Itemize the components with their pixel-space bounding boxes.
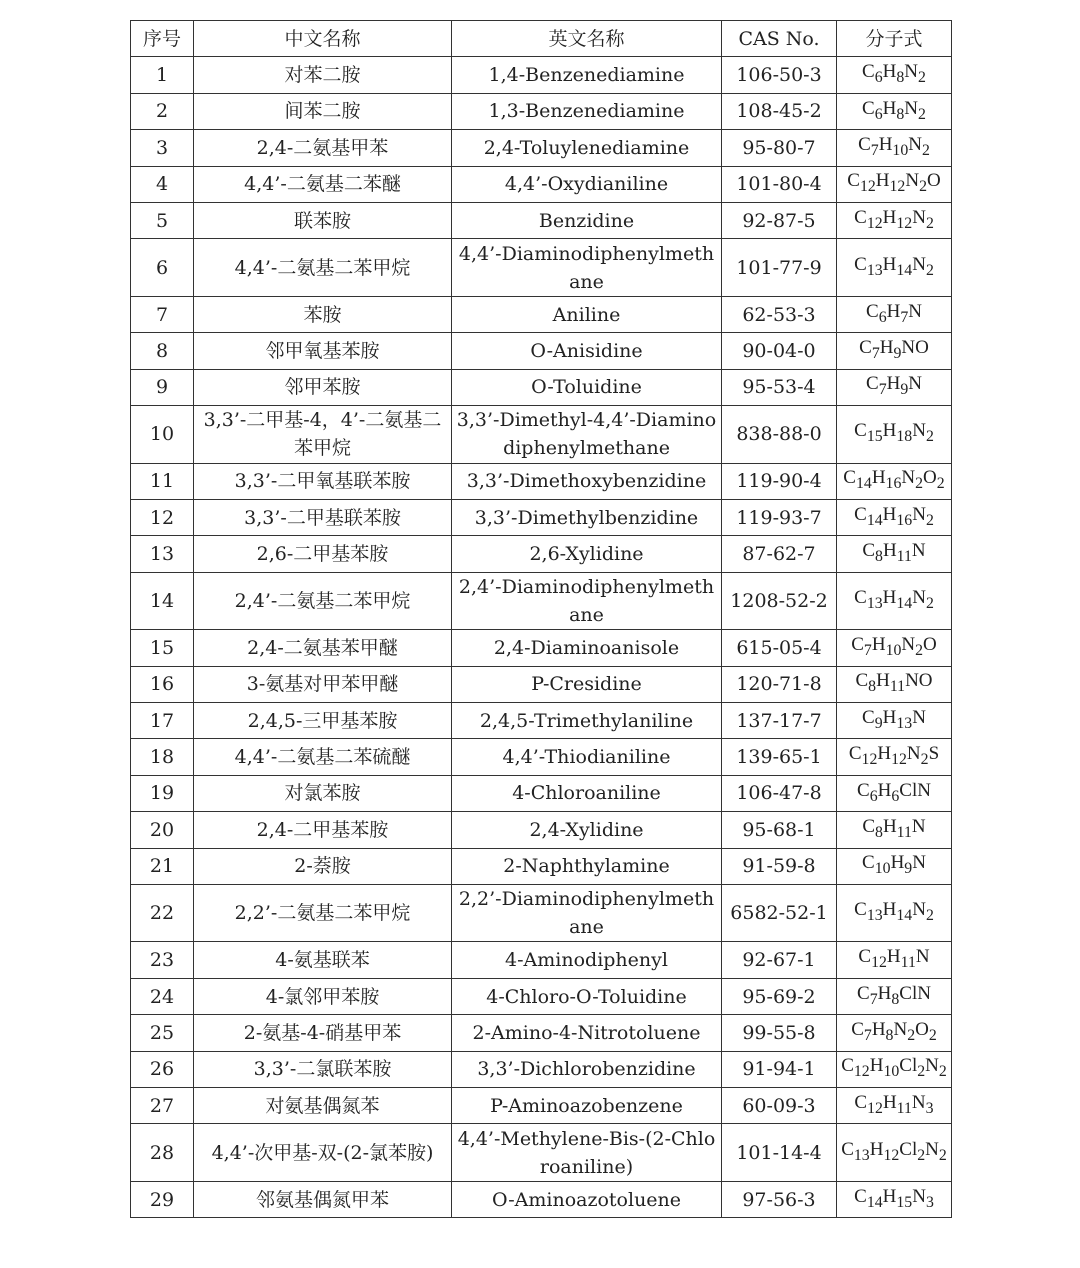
english-name-cell: 2-Amino-4-Nitrotoluene (452, 1015, 722, 1051)
cas-cell: 60-09-3 (722, 1087, 837, 1123)
formula-cell: $C_{15}H_{18}N_2$ (837, 406, 952, 464)
chinese-name-cell: 2,4-二氨基苯甲醚 (194, 630, 452, 666)
index-cell: 24 (131, 978, 194, 1014)
table-row (131, 630, 952, 666)
index-cell: 22 (131, 884, 194, 942)
cas-cell: 1208-52-2 (722, 572, 837, 630)
table-row (131, 978, 952, 1014)
formula-cell: $C_6H_7N$ (837, 296, 952, 332)
cas-cell: 101-80-4 (722, 166, 837, 202)
formula-cell: $C_7H_8N_2O_2$ (837, 1015, 952, 1051)
formula-cell: $C_7H_{10}N_2$ (837, 130, 952, 166)
cas-cell: 91-59-8 (722, 848, 837, 884)
table-row (131, 775, 952, 811)
english-name-cell: P-Cresidine (452, 666, 722, 702)
chinese-name-cell: 2,4-二氨基甲苯 (194, 130, 452, 166)
header-english-name: 英文名称 (452, 21, 722, 57)
formula-cell: $C_{14}H_{16}N_2O_2$ (837, 463, 952, 499)
table-row (131, 572, 952, 630)
chinese-name-cell: 4,4’-二氨基二苯硫醚 (194, 739, 452, 775)
table-row (131, 93, 952, 129)
table-row (131, 333, 952, 369)
formula-cell: $C_{13}H_{12}Cl_2N_2$ (837, 1124, 952, 1182)
index-cell: 1 (131, 57, 194, 93)
cas-cell: 120-71-8 (722, 666, 837, 702)
formula-cell: $C_{13}H_{14}N_2$ (837, 884, 952, 942)
english-name-cell: 4,4’-Thiodianiline (452, 739, 722, 775)
table-row (131, 666, 952, 702)
english-name-cell: 4-Chloro-O-Toluidine (452, 978, 722, 1014)
chinese-name-cell: 联苯胺 (194, 202, 452, 238)
formula-cell: $C_7H_9N$ (837, 369, 952, 405)
index-cell: 23 (131, 942, 194, 978)
header-cas-no: CAS No. (722, 21, 837, 57)
cas-cell: 95-69-2 (722, 978, 837, 1014)
english-name-cell: O-Aminoazotoluene (452, 1181, 722, 1217)
index-cell: 13 (131, 536, 194, 572)
index-cell: 18 (131, 739, 194, 775)
english-name-cell: 4,4’-Methylene-Bis-(2-Chloroaniline) (452, 1124, 722, 1182)
chinese-name-cell: 3,3’-二甲基-4，4’-二氨基二苯甲烷 (194, 406, 452, 464)
chinese-name-cell: 3-氨基对甲苯甲醚 (194, 666, 452, 702)
table-row (131, 239, 952, 297)
cas-cell: 95-68-1 (722, 812, 837, 848)
formula-cell: $C_6H_6ClN$ (837, 775, 952, 811)
cas-cell: 92-67-1 (722, 942, 837, 978)
formula-cell: $C_{12}H_{12}N_2O$ (837, 166, 952, 202)
formula-cell: $C_8H_{11}NO$ (837, 666, 952, 702)
cas-cell: 97-56-3 (722, 1181, 837, 1217)
chinese-name-cell: 2,4-二甲基苯胺 (194, 812, 452, 848)
english-name-cell: 1,4-Benzenediamine (452, 57, 722, 93)
formula-cell: $C_7H_8ClN$ (837, 978, 952, 1014)
table-row (131, 296, 952, 332)
formula-cell: $C_{14}H_{16}N_2$ (837, 499, 952, 535)
header-formula: 分子式 (837, 21, 952, 57)
cas-cell: 101-77-9 (722, 239, 837, 297)
chinese-name-cell: 邻甲氧基苯胺 (194, 333, 452, 369)
index-cell: 17 (131, 702, 194, 738)
english-name-cell: 2-Naphthylamine (452, 848, 722, 884)
table-row (131, 1051, 952, 1087)
index-cell: 8 (131, 333, 194, 369)
cas-cell: 99-55-8 (722, 1015, 837, 1051)
formula-cell: $C_7H_{10}N_2O$ (837, 630, 952, 666)
table-row (131, 1015, 952, 1051)
table-row (131, 1087, 952, 1123)
chinese-name-cell: 4,4’-次甲基-双-(2-氯苯胺) (194, 1124, 452, 1182)
english-name-cell: 4,4’-Oxydianiline (452, 166, 722, 202)
english-name-cell: P-Aminoazobenzene (452, 1087, 722, 1123)
chemical-table (130, 20, 952, 1218)
formula-cell: $C_{12}H_{11}N_3$ (837, 1087, 952, 1123)
index-cell: 9 (131, 369, 194, 405)
cas-cell: 90-04-0 (722, 333, 837, 369)
chinese-name-cell: 苯胺 (194, 296, 452, 332)
chinese-name-cell: 2,2’-二氨基二苯甲烷 (194, 884, 452, 942)
table-row (131, 702, 952, 738)
cas-cell: 106-47-8 (722, 775, 837, 811)
table-row (131, 536, 952, 572)
english-name-cell: 2,4’-Diaminodiphenylmethane (452, 572, 722, 630)
cas-cell: 137-17-7 (722, 702, 837, 738)
index-cell: 11 (131, 463, 194, 499)
english-name-cell: 2,4-Toluylenediamine (452, 130, 722, 166)
index-cell: 25 (131, 1015, 194, 1051)
cas-cell: 139-65-1 (722, 739, 837, 775)
english-name-cell: 4-Chloroaniline (452, 775, 722, 811)
formula-cell: $C_7H_9NO$ (837, 333, 952, 369)
table-row (131, 739, 952, 775)
english-name-cell: O-Anisidine (452, 333, 722, 369)
table-row (131, 884, 952, 942)
table-row (131, 130, 952, 166)
table-row (131, 463, 952, 499)
formula-cell: $C_6H_8N_2$ (837, 57, 952, 93)
table-row (131, 848, 952, 884)
english-name-cell: 3,3’-Dichlorobenzidine (452, 1051, 722, 1087)
chinese-name-cell: 间苯二胺 (194, 93, 452, 129)
cas-cell: 108-45-2 (722, 93, 837, 129)
index-cell: 29 (131, 1181, 194, 1217)
formula-cell: $C_{12}H_{12}N_2$ (837, 202, 952, 238)
index-cell: 12 (131, 499, 194, 535)
cas-cell: 615-05-4 (722, 630, 837, 666)
formula-cell: $C_{12}H_{12}N_2S$ (837, 739, 952, 775)
english-name-cell: 1,3-Benzenediamine (452, 93, 722, 129)
english-name-cell: 3,3’-Dimethyl-4,4’-Diaminodiphenylmethane (452, 406, 722, 464)
formula-cell: $C_{13}H_{14}N_2$ (837, 572, 952, 630)
formula-cell: $C_{10}H_9N$ (837, 848, 952, 884)
index-cell: 28 (131, 1124, 194, 1182)
table-row (131, 499, 952, 535)
index-cell: 26 (131, 1051, 194, 1087)
chinese-name-cell: 4-氨基联苯 (194, 942, 452, 978)
english-name-cell: Benzidine (452, 202, 722, 238)
chinese-name-cell: 对氯苯胺 (194, 775, 452, 811)
chinese-name-cell: 2,6-二甲基苯胺 (194, 536, 452, 572)
english-name-cell: 4,4’-Diaminodiphenylmethane (452, 239, 722, 297)
table-row (131, 202, 952, 238)
cas-cell: 119-90-4 (722, 463, 837, 499)
chinese-name-cell: 2,4,5-三甲基苯胺 (194, 702, 452, 738)
index-cell: 3 (131, 130, 194, 166)
cas-cell: 91-94-1 (722, 1051, 837, 1087)
index-cell: 10 (131, 406, 194, 464)
chinese-name-cell: 4,4’-二氨基二苯甲烷 (194, 239, 452, 297)
chinese-name-cell: 3,3’-二氯联苯胺 (194, 1051, 452, 1087)
cas-cell: 95-53-4 (722, 369, 837, 405)
table-row (131, 406, 952, 464)
index-cell: 4 (131, 166, 194, 202)
table-row (131, 812, 952, 848)
cas-cell: 87-62-7 (722, 536, 837, 572)
english-name-cell: 4-Aminodiphenyl (452, 942, 722, 978)
english-name-cell: 2,4-Diaminoanisole (452, 630, 722, 666)
index-cell: 16 (131, 666, 194, 702)
cas-cell: 62-53-3 (722, 296, 837, 332)
english-name-cell: 2,6-Xylidine (452, 536, 722, 572)
formula-cell: $C_{13}H_{14}N_2$ (837, 239, 952, 297)
formula-cell: $C_6H_8N_2$ (837, 93, 952, 129)
chinese-name-cell: 3,3’-二甲氧基联苯胺 (194, 463, 452, 499)
chinese-name-cell: 3,3’-二甲基联苯胺 (194, 499, 452, 535)
index-cell: 6 (131, 239, 194, 297)
chinese-name-cell: 4-氯邻甲苯胺 (194, 978, 452, 1014)
index-cell: 20 (131, 812, 194, 848)
formula-cell: $C_{12}H_{11}N$ (837, 942, 952, 978)
table-row (131, 369, 952, 405)
english-name-cell: 3,3’-Dimethylbenzidine (452, 499, 722, 535)
cas-cell: 101-14-4 (722, 1124, 837, 1182)
index-cell: 19 (131, 775, 194, 811)
chinese-name-cell: 4,4’-二氨基二苯醚 (194, 166, 452, 202)
cas-cell: 6582-52-1 (722, 884, 837, 942)
table-row (131, 1124, 952, 1182)
formula-cell: $C_8H_{11}N$ (837, 536, 952, 572)
cas-cell: 838-88-0 (722, 406, 837, 464)
index-cell: 21 (131, 848, 194, 884)
index-cell: 7 (131, 296, 194, 332)
cas-cell: 119-93-7 (722, 499, 837, 535)
cas-cell: 106-50-3 (722, 57, 837, 93)
cas-cell: 92-87-5 (722, 202, 837, 238)
english-name-cell: O-Toluidine (452, 369, 722, 405)
formula-cell: $C_9H_{13}N$ (837, 702, 952, 738)
index-cell: 5 (131, 202, 194, 238)
table-row (131, 57, 952, 93)
english-name-cell: Aniline (452, 296, 722, 332)
chinese-name-cell: 对苯二胺 (194, 57, 452, 93)
english-name-cell: 2,2’-Diaminodiphenylmethane (452, 884, 722, 942)
cas-cell: 95-80-7 (722, 130, 837, 166)
chinese-name-cell: 2-萘胺 (194, 848, 452, 884)
chinese-name-cell: 2-氨基-4-硝基甲苯 (194, 1015, 452, 1051)
chinese-name-cell: 邻氨基偶氮甲苯 (194, 1181, 452, 1217)
header-row (131, 21, 952, 57)
index-cell: 27 (131, 1087, 194, 1123)
chinese-name-cell: 对氨基偶氮苯 (194, 1087, 452, 1123)
table-row (131, 1181, 952, 1217)
english-name-cell: 2,4-Xylidine (452, 812, 722, 848)
table-row (131, 942, 952, 978)
formula-cell: $C_8H_{11}N$ (837, 812, 952, 848)
formula-cell: $C_{14}H_{15}N_3$ (837, 1181, 952, 1217)
index-cell: 2 (131, 93, 194, 129)
index-cell: 15 (131, 630, 194, 666)
chinese-name-cell: 2,4’-二氨基二苯甲烷 (194, 572, 452, 630)
chinese-name-cell: 邻甲苯胺 (194, 369, 452, 405)
header-chinese-name: 中文名称 (194, 21, 452, 57)
table-row (131, 166, 952, 202)
formula-cell: $C_{12}H_{10}Cl_2N_2$ (837, 1051, 952, 1087)
table-body (131, 57, 952, 1218)
index-cell: 14 (131, 572, 194, 630)
english-name-cell: 3,3’-Dimethoxybenzidine (452, 463, 722, 499)
header-index: 序号 (131, 21, 194, 57)
english-name-cell: 2,4,5-Trimethylaniline (452, 702, 722, 738)
